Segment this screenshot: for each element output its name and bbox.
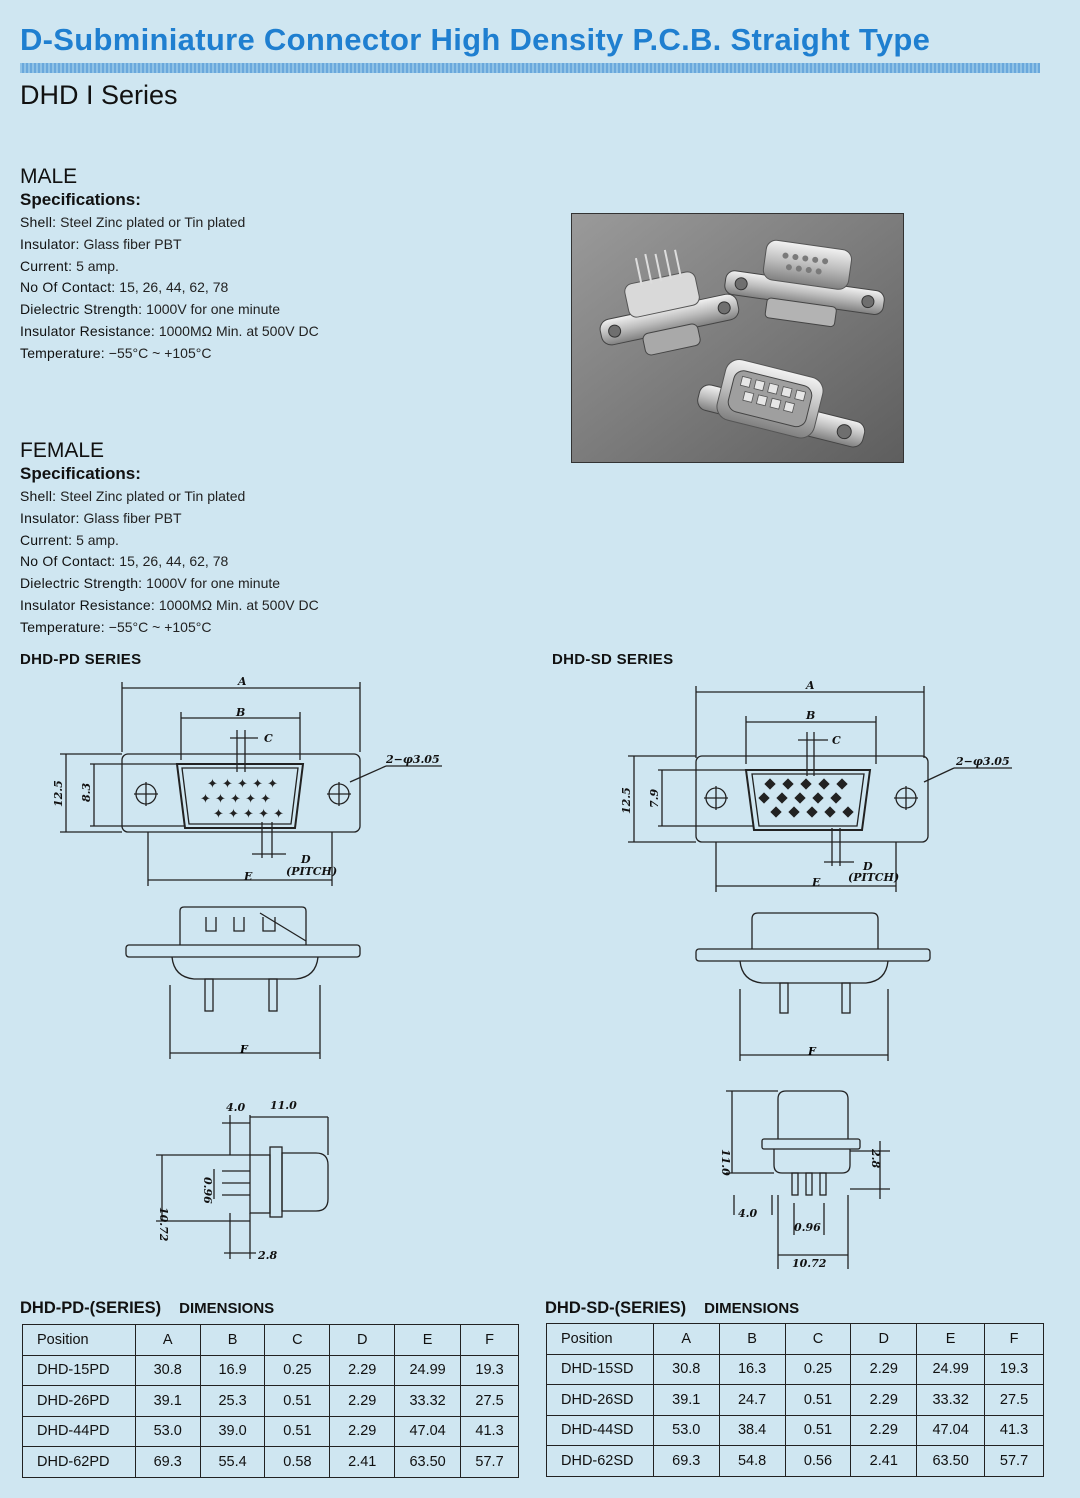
dim-label-c: C: [832, 734, 841, 747]
page-title: D-Subminiature Connector High Density P.C.B. Straight Type: [20, 22, 931, 57]
table-header: A: [653, 1324, 719, 1355]
pin-glyph: ✦ ✦ ✦ ✦ ✦: [200, 792, 271, 807]
dim-label-a: A: [238, 675, 247, 688]
table-cell: 2.29: [330, 1355, 395, 1386]
table-cell: 57.7: [461, 1447, 519, 1478]
spec-value: 15, 26, 44, 62, 78: [119, 553, 229, 570]
table-cell: 2.29: [851, 1354, 917, 1385]
table-cell: 16.3: [719, 1354, 785, 1385]
sd-series-label: DHD-SD SERIES: [552, 651, 674, 668]
female-spec-title: Specifications:: [20, 464, 141, 483]
table-cell: 0.51: [265, 1416, 330, 1447]
table-cell: 33.32: [917, 1385, 985, 1416]
table-row: [23, 1386, 519, 1417]
dim-label-f: F: [240, 1043, 248, 1056]
spec-key: Dielectric Strength:: [20, 575, 143, 592]
sd-profile-drawing: [712, 1085, 902, 1275]
table-header: E: [917, 1324, 985, 1355]
table-cell: 47.04: [917, 1415, 985, 1446]
dim-label-110: 11.0: [270, 1099, 297, 1112]
sd-table-dims-title: DIMENSIONS: [704, 1300, 800, 1317]
spec-value: Steel Zinc plated or Tin plated: [60, 488, 246, 504]
table-cell: DHD-26SD: [547, 1385, 654, 1416]
dim-label-b: B: [806, 709, 816, 722]
spec-value: 1000V for one minute: [146, 575, 281, 592]
spec-line: [20, 343, 500, 365]
table-cell: 30.8: [653, 1354, 719, 1385]
table-cell: 39.1: [653, 1385, 719, 1416]
table-cell: 53.0: [653, 1415, 719, 1446]
series-subtitle: DHD I Series: [20, 80, 178, 110]
sd-side-view-drawing: [680, 905, 950, 1065]
dim-label-28: 2.8: [869, 1149, 882, 1169]
spec-line: [20, 595, 500, 617]
pd-table-series: DHD-PD-(SERIES): [20, 1299, 162, 1317]
table-cell: 0.51: [265, 1386, 330, 1417]
table-cell: 63.50: [395, 1447, 461, 1478]
table-cell: 39.0: [200, 1416, 265, 1447]
table-cell: DHD-62SD: [547, 1446, 654, 1477]
dim-label-110: 11.0: [719, 1149, 732, 1176]
dim-label-40: 4.0: [738, 1207, 758, 1220]
table-cell: 19.3: [461, 1355, 519, 1386]
table-cell: 19.3: [985, 1354, 1044, 1385]
spec-line: [20, 530, 500, 552]
table-header: A: [135, 1325, 200, 1356]
table-cell: 2.41: [851, 1446, 917, 1477]
table-cell: 24.99: [395, 1355, 461, 1386]
spec-key: No Of Contact:: [20, 553, 116, 570]
pd-profile-drawing: [140, 1095, 340, 1270]
table-header: C: [785, 1324, 851, 1355]
table-cell: 0.25: [265, 1355, 330, 1386]
female-spec-list: [20, 486, 500, 639]
spec-key: Current:: [20, 531, 73, 548]
table-header: B: [719, 1324, 785, 1355]
dim-label-1072: 10.72: [792, 1257, 827, 1270]
table-header: D: [851, 1324, 917, 1355]
spec-value: Steel Zinc plated or Tin plated: [60, 214, 246, 230]
sd-front-view-drawing: [600, 672, 1040, 902]
table-cell: 41.3: [985, 1415, 1044, 1446]
spec-line: [20, 234, 500, 256]
table-row: [23, 1447, 519, 1478]
spec-key: Insulator:: [20, 509, 80, 526]
sd-table-series: DHD-SD-(SERIES): [545, 1299, 687, 1317]
table-header: F: [985, 1324, 1044, 1355]
spec-key: No Of Contact:: [20, 279, 116, 296]
pd-series-label: DHD-PD SERIES: [20, 651, 142, 668]
spec-line: [20, 321, 500, 343]
table-row: [23, 1355, 519, 1386]
table-cell: 24.99: [917, 1354, 985, 1385]
dim-label-height-79: 7.9: [648, 788, 661, 808]
table-cell: 0.51: [785, 1415, 851, 1446]
table-cell: 57.7: [985, 1446, 1044, 1477]
male-spec-title: Specifications:: [20, 190, 141, 209]
dim-label-c: C: [264, 732, 273, 745]
female-spec-section: [20, 439, 500, 639]
table-cell: 2.29: [851, 1385, 917, 1416]
table-cell: 0.25: [785, 1354, 851, 1385]
table-cell: 30.8: [135, 1355, 200, 1386]
table-cell: 54.8: [719, 1446, 785, 1477]
table-cell: 0.51: [785, 1385, 851, 1416]
spec-line: [20, 299, 500, 321]
table-cell: 41.3: [461, 1416, 519, 1447]
spec-value: −55°C ~ +105°C: [108, 618, 212, 635]
spec-key: Temperature:: [20, 618, 105, 635]
table-cell: DHD-44PD: [23, 1416, 136, 1447]
spec-value: 1000V for one minute: [146, 301, 281, 318]
dim-label-b: B: [236, 706, 246, 719]
spec-key: Shell:: [20, 214, 57, 230]
table-cell: 69.3: [135, 1447, 200, 1478]
table-cell: 63.50: [917, 1446, 985, 1477]
spec-line: [20, 212, 500, 234]
spec-key: Insulator:: [20, 235, 80, 252]
table-cell: 2.41: [330, 1447, 395, 1478]
dim-label-f: F: [808, 1045, 816, 1058]
connector-photo-illustration: [572, 214, 903, 462]
product-photo: [571, 213, 904, 463]
dim-label-e: E: [812, 876, 821, 889]
sd-dimensions-table: [546, 1323, 1044, 1477]
spec-key: Current:: [20, 257, 73, 274]
sd-table-title: [545, 1299, 799, 1318]
table-cell: 55.4: [200, 1447, 265, 1478]
dim-label-a: A: [806, 679, 815, 692]
table-cell: 2.29: [330, 1416, 395, 1447]
spec-line: [20, 617, 500, 639]
female-heading: FEMALE: [20, 439, 105, 462]
table-cell: 25.3: [200, 1386, 265, 1417]
spec-value: −55°C ~ +105°C: [108, 344, 212, 361]
table-header: B: [200, 1325, 265, 1356]
table-cell: 47.04: [395, 1416, 461, 1447]
spec-key: Dielectric Strength:: [20, 301, 143, 318]
pd-side-view-drawing: [110, 905, 380, 1065]
table-row: [547, 1385, 1044, 1416]
table-row: [547, 1354, 1044, 1385]
dim-label-height-125: 12.5: [620, 787, 633, 814]
pd-table-dims-title: DIMENSIONS: [179, 1300, 275, 1317]
table-header: C: [265, 1325, 330, 1356]
pd-table-title: [20, 1299, 274, 1318]
table-cell: DHD-15SD: [547, 1354, 654, 1385]
table-header-row: [23, 1325, 519, 1356]
table-header: F: [461, 1325, 519, 1356]
pin-glyph: ✦ ✦ ✦ ✦ ✦: [213, 807, 284, 822]
dim-label-40: 4.0: [226, 1101, 246, 1114]
table-row: [547, 1446, 1044, 1477]
spec-value: 1000MΩ Min. at 500V DC: [158, 322, 319, 339]
male-spec-list: [20, 212, 500, 365]
table-row: [547, 1415, 1044, 1446]
spec-key: Temperature:: [20, 344, 105, 361]
table-header: D: [330, 1325, 395, 1356]
spec-key: Insulator Resistance:: [20, 322, 155, 339]
table-cell: 2.29: [851, 1415, 917, 1446]
pd-front-view-drawing: [40, 672, 470, 902]
table-cell: 0.56: [785, 1446, 851, 1477]
table-header-row: [547, 1324, 1044, 1355]
dim-label-height-125: 12.5: [52, 780, 65, 807]
dim-label-096: 0.96: [201, 1177, 214, 1204]
spec-value: 5 amp.: [76, 257, 119, 274]
table-cell: DHD-26PD: [23, 1386, 136, 1417]
table-cell: 39.1: [135, 1386, 200, 1417]
table-cell: 24.7: [719, 1385, 785, 1416]
title-underline-bar: [20, 63, 1040, 73]
table-cell: 27.5: [985, 1385, 1044, 1416]
spec-value: 1000MΩ Min. at 500V DC: [158, 596, 319, 613]
dim-label-pitch: (PITCH): [848, 871, 900, 884]
spec-line: [20, 551, 500, 573]
table-header: Position: [23, 1325, 136, 1356]
spec-line: [20, 508, 500, 530]
table-cell: 33.32: [395, 1386, 461, 1417]
dim-label-height-83: 8.3: [80, 782, 93, 802]
spec-value: Glass fiber PBT: [83, 509, 182, 526]
dim-label-28: 2.8: [258, 1249, 278, 1262]
table-cell: 38.4: [719, 1415, 785, 1446]
male-heading: MALE: [20, 165, 78, 188]
table-cell: 69.3: [653, 1446, 719, 1477]
spec-value: Glass fiber PBT: [83, 235, 182, 252]
socket-contact-grid: [758, 778, 853, 817]
dim-label-pitch: (PITCH): [286, 865, 338, 878]
table-cell: DHD-62PD: [23, 1447, 136, 1478]
table-cell: 53.0: [135, 1416, 200, 1447]
dim-label-hole: 2−φ3.05: [956, 755, 1010, 768]
spec-line: [20, 573, 500, 595]
dim-label-d: D: [301, 853, 311, 866]
spec-line: [20, 277, 500, 299]
spec-line: [20, 486, 500, 508]
spec-key: Shell:: [20, 488, 57, 504]
table-cell: 27.5: [461, 1386, 519, 1417]
table-header: E: [395, 1325, 461, 1356]
dim-label-d: D: [863, 860, 873, 873]
table-cell: 2.29: [330, 1386, 395, 1417]
pd-dimensions-table: [22, 1324, 519, 1478]
pin-glyph: ✦ ✦ ✦ ✦ ✦: [207, 777, 278, 792]
table-cell: 16.9: [200, 1355, 265, 1386]
spec-line: [20, 256, 500, 278]
table-row: [23, 1416, 519, 1447]
dim-label-e: E: [244, 870, 253, 883]
dim-label-096: 0.96: [794, 1221, 821, 1234]
male-spec-section: [20, 165, 500, 365]
spec-value: 5 amp.: [76, 531, 119, 548]
spec-value: 15, 26, 44, 62, 78: [119, 279, 229, 296]
spec-key: Insulator Resistance:: [20, 596, 155, 613]
table-header: Position: [547, 1324, 654, 1355]
table-cell: DHD-44SD: [547, 1415, 654, 1446]
table-cell: DHD-15PD: [23, 1355, 136, 1386]
table-cell: 0.58: [265, 1447, 330, 1478]
dim-label-hole: 2−φ3.05: [386, 753, 440, 766]
dim-label-1072: 10.72: [157, 1207, 170, 1242]
